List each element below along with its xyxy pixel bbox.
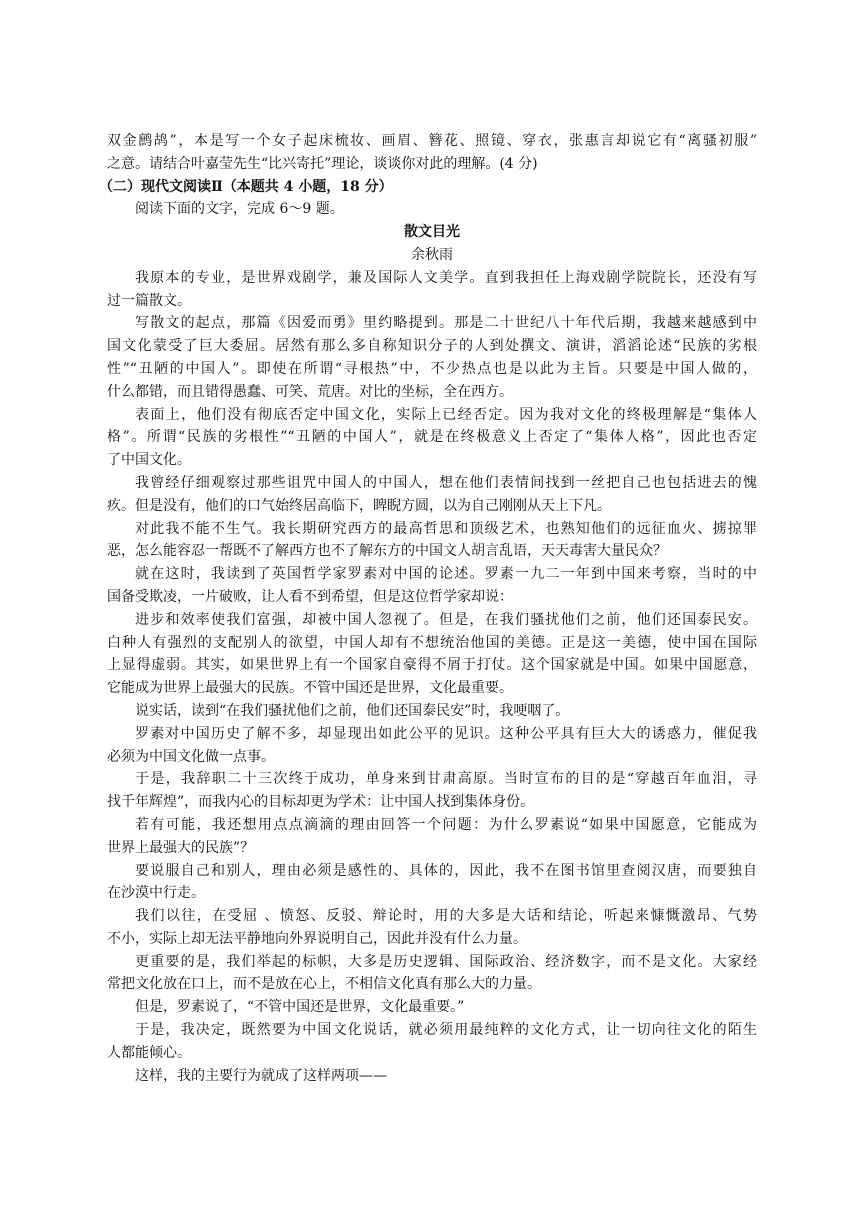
paragraph-line: 常把文化放在口上，而不是放在心上，不相信文化真有那么大的力量。 [107, 976, 541, 993]
paragraph-line: 不小，实际上却无法平静地向外界说明自己，因此并没有什么力量。 [107, 930, 527, 947]
paragraph-line: 这样，我的主要行为就成了这样两项—— [135, 1067, 387, 1084]
paragraph-line: 国文化蒙受了巨大委屈。居然有那么多自称知识分子的人到处撰文、演讲，滔滔论述“民族的劣根 [107, 338, 757, 355]
paragraph-line: 但是，罗素说了，“不管中国还是世界，文化最重要。” [135, 999, 465, 1016]
paragraph-line: 说实话，读到“在我们骚扰他们之前，他们还国泰民安”时，我哽咽了。 [135, 702, 570, 719]
paragraph-line: 过一篇散文。 [107, 292, 191, 309]
article-paragraph [107, 814, 757, 860]
paragraph-line: 上显得虚弱。其实，如果世界上有一个国家自豪得不屑于打仗。这个国家就是中国。如果中国愿意， [107, 657, 757, 674]
paragraph-line: 国备受欺凌，一片破败，让人看不到希望，但是这位哲学家却说： [107, 588, 513, 605]
section-heading: （二）现代文阅读Ⅱ（本题共 4 小题，18 分） [99, 178, 393, 195]
article-paragraph [107, 472, 757, 518]
paragraph-line: 必须为中国文化做一点事。 [107, 748, 275, 765]
paragraph-line: 世界上最强大的民族”？ [107, 839, 255, 856]
paragraph-line: 格”。所谓“民族的劣根性”“丑陋的中国人”，就是在终极意义上否定了“集体人格”，因此也否定 [107, 429, 757, 446]
paragraph-line: 进步和效率使我们富强，却被中国人忽视了。但是，在我们骚扰他们之前，他们还国泰民安。 [135, 611, 757, 628]
article-paragraph [107, 609, 757, 700]
article-paragraph [107, 996, 757, 1019]
paragraph-line: 它能成为世界上最强大的民族。不管中国还是世界，文化最重要。 [107, 680, 513, 697]
paragraph-line: 恶，怎么能容忍一帮既不了解西方也不了解东方的中国文人胡言乱语，天天毒害大量民众？ [107, 543, 667, 560]
article-body [107, 267, 757, 1088]
article-paragraph [107, 518, 757, 564]
article-paragraph [107, 860, 757, 906]
paragraph-line: 在沙漠中行走。 [107, 885, 205, 902]
document-page [99, 130, 757, 1087]
paragraph-line: 于是，我决定，既然要为中国文化说话，就必须用最纯粹的文化方式，让一切向往文化的陌生 [135, 1022, 757, 1039]
paragraph-line: 性”“丑陋的中国人”。即使在所谓“寻根热”中，不少热点也是以此为主旨。只要是中国人做的， [107, 360, 757, 377]
paragraph-line: 人都能倾心。 [107, 1044, 191, 1061]
paragraph-line: 写散文的起点，那篇《因爱而勇》里约略提到。那是二十世纪八十年代后期，我越来越感到中 [135, 315, 757, 332]
paragraph-line: 疚。但是没有，他们的口气始终居高临下，睥睨方圆，以为自己刚刚从天上下凡。 [107, 497, 611, 514]
article-paragraph [107, 723, 757, 769]
paragraph-line: 对此我不能不生气。我长期研究西方的最高哲思和顶级艺术，也熟知他们的远征血火、掳掠罪 [135, 520, 757, 537]
article-paragraph [107, 905, 757, 951]
paragraph-line: 表面上，他们没有彻底否定中国文化，实际上已经否定。因为我对文化的终极理解是“集体人 [135, 406, 757, 423]
paragraph-line: 我们以往，在受屈 、愤怒、反驳、辩论时，用的大多是大话和结论，听起来慷慨激昂、气势 [135, 908, 757, 925]
paragraph-line: 什么都错，而且错得愚蠢、可笑、荒唐。对比的坐标，全在西方。 [107, 383, 513, 400]
article-title: 散文目光 [404, 224, 460, 241]
paragraph-line: 我原本的专业，是世界戏剧学，兼及国际人文美学。直到我担任上海戏剧学院院长，还没有写 [135, 269, 757, 286]
paragraph-line: 就在这时，我读到了英国哲学家罗素对中国的论述。罗素一九二一年到中国来考察，当时的中 [135, 566, 757, 583]
article-paragraph [107, 312, 757, 403]
paragraph-line: 更重要的是，我们举起的标帜，大多是历史逻辑、国际政治、经济数字，而不是文化。大家经 [135, 953, 757, 970]
article-paragraph [107, 768, 757, 814]
paragraph-line: 罗素对中国历史了解不多，却显现出如此公平的见识。这种公平具有巨大大的诱惑力，催促我 [135, 725, 757, 742]
article-paragraph [107, 700, 757, 723]
paragraph-line: 要说服自己和别人，理由必须是感性的、具体的，因此，我不在图书馆里查阅汉唐，而要独自 [135, 862, 757, 879]
paragraph-line: 白种人有强烈的支配别人的欲望，中国人却有不想统治他国的美德。正是这一美德，使中国在国际 [107, 634, 757, 651]
question-text-line: 之意。请结合叶嘉莹先生“比兴寄托”理论，谈谈你对此的理解。(4 分) [107, 155, 538, 172]
article-paragraph [107, 1065, 757, 1088]
paragraph-line: 了中国文化。 [107, 452, 191, 469]
paragraph-line: 若有可能，我还想用点点滴滴的理由回答一个问题：为什么罗素说“如果中国愿意，它能成为 [135, 816, 757, 833]
article-paragraph [107, 404, 757, 472]
article-paragraph [107, 267, 757, 313]
article-paragraph [107, 563, 757, 609]
reading-instruction: 阅读下面的文字，完成 6～9 题。 [135, 201, 344, 218]
paragraph-line: 我曾经仔细观察过那些诅咒中国人的中国人，想在他们表情间找到一丝把自己也包括进去的愧 [135, 474, 757, 491]
paragraph-line: 于是，我辞职二十三次终于成功，单身来到甘肃高原。当时宣布的目的是“穿越百年血泪，寻 [135, 771, 757, 788]
question-text-line: 双金鹧鸪”，本是写一个女子起床梳妆、画眉、簪花、照镜、穿衣，张惠言却说它有“离骚初服” [107, 133, 757, 149]
article-paragraph [107, 1019, 757, 1065]
article-paragraph [107, 951, 757, 997]
paragraph-line: 找千年辉煌”，而我内心的目标却更为学术：让中国人找到集体身份。 [107, 794, 535, 811]
article-author: 余秋雨 [411, 246, 453, 263]
